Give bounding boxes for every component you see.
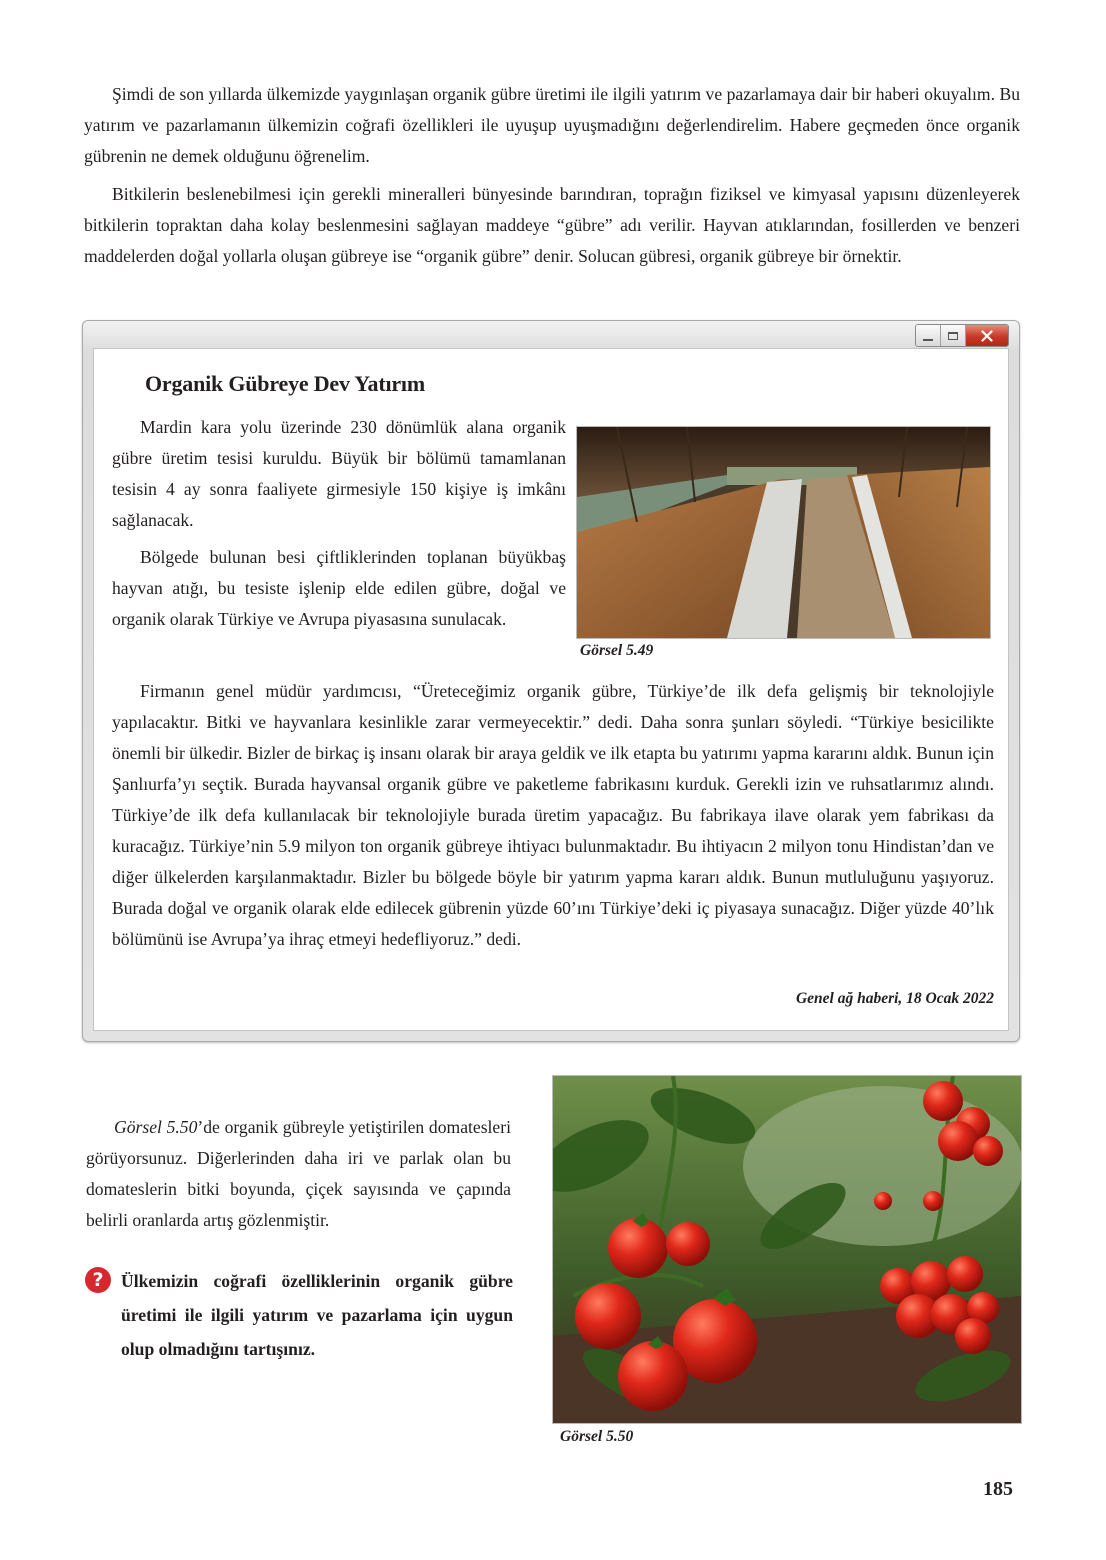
close-icon [981,330,993,342]
minimize-button[interactable] [916,325,941,346]
news-title: Organik Gübreye Dev Yatırım [145,371,425,396]
minimize-icon [923,339,933,341]
compost-facility-image [576,426,991,639]
intro-paragraph-2: Bitkilerin beslenebilmesi için gerekli mineralleri bünyesinde barındıran, toprağın fiziksel ve kimyasal yapısını düzenleyerek bitkilerin topraktan daha kolay beslenmesini sağlayan maddeye “gübre” adı verilir. Hayvan atıklarından, fosillerden ve benzeri maddelerden doğal yollarla oluşan gübreye ise “organik gübre” denir. Solucan gübresi, organik gübreye bir örnektir. [84,184,1020,266]
tomato-image [552,1075,1022,1424]
intro-paragraph-1: Şimdi de son yıllarda ülkemizde yaygınlaşan organik gübre üretimi ile ilgili yatırım ve pazarlamaya dair bir haberi okuyalım. Bu yatırım ve pazarlamanın ülkemizin coğrafi özellikleri ile uyuşup uyuşmadığını değerlendirelim. Habere geçmeden önce organik gübrenin ne demek olduğunu öğrenelim. [84,84,1020,166]
image-caption-5-50: Görsel 5.50 [560,1428,634,1445]
question-icon: ? [85,1267,111,1293]
maximize-button[interactable] [941,325,966,346]
maximize-icon [948,332,958,340]
question-text: Ülkemizin coğrafi özelliklerinin organik gübre üretimi ile ilgili yatırım ve pazarlama için uygun olup olmadığını tartışınız. [121,1271,513,1359]
tomato-paragraph [86,1112,511,1236]
tomato-paragraph-text: ’de organik gübreyle yetiştirilen domatesleri görüyorsunuz. Diğerlerinden daha iri ve parlak olan bu domateslerin bitki boyunda, çiçek sayısında ve çapında belirli oranlarda artış gözlenmiştir. [86,1117,511,1230]
close-button[interactable] [966,325,1008,346]
image-reference: Görsel 5.50 [114,1117,198,1137]
image-caption-5-49: Görsel 5.49 [580,642,654,659]
news-paragraph-1: Mardin kara yolu üzerinde 230 dönümlük alana organik gübre üretim tesisi kuruldu. Büyük bir bölümü tamamlanan tesisin 4 ay sonra faaliyete girmesiyle 150 kişiye iş imkânı sağlanacak. [112,417,566,530]
discussion-question [85,1264,515,1374]
page-number: 185 [983,1478,1013,1500]
tomato-plants-illustration [553,1076,1021,1423]
news-paragraph-2: Bölgede bulunan besi çiftliklerinden toplanan büyükbaş hayvan atığı, bu tesiste işlenip elde edilen gübre, doğal ve organik olarak Türkiye ve Avrupa piyasasına sunulacak. [112,547,566,629]
compost-facility-illustration [577,427,990,638]
window-controls [915,324,1009,347]
news-paragraph-3: Firmanın genel müdür yardımcısı, “Üreteceğimiz organik gübre, Türkiye’de ilk defa gelişmiş bir teknolojiyle yapılacaktır. Bitki ve hayvanlara kesinlikle zarar vermeyecektir.” dedi. Daha sonra şunları söyledi. “Türkiye besicilikte önemli bir ülkedir. Bizler de birkaç iş insanı olarak bir araya geldik ve ilk etapta bu yatırımı yapma kararını aldık. Bunun için Şanlıurfa’yı seçtik. Burada hayvansal organik gübre ve paketleme fabrikasını kurduk. Gerekli izin ve ruhsatlarımız alındı. Türkiye’de ilk defa kullanılacak bir teknolojiyle burada üretim yapacağız. Bu fabrikaya ilave olarak yem fabrikası da kuracağız. Türkiye’nin 5.9 milyon ton organik gübreye ihtiyacı bulunmaktadır. Bu ihtiyacın 2 milyon tonu Hindistan’dan ve diğer ülkelerden karşılanmaktadır. Bizler bu bölgede böyle bir yatırım yapma kararı aldık. Bunun mutluluğunu yaşıyoruz. Burada doğal ve organik olarak elde edilecek gübrenin yüzde 60’ını Türkiye’deki iç piyasaya sunacağız. Diğer yüzde 40’lık bölümünü ise Avrupa’ya ihraç etmeyi hedefliyoruz.” dedi. [112,681,994,949]
news-source: Genel ağ haberi, 18 Ocak 2022 [795,990,994,1007]
